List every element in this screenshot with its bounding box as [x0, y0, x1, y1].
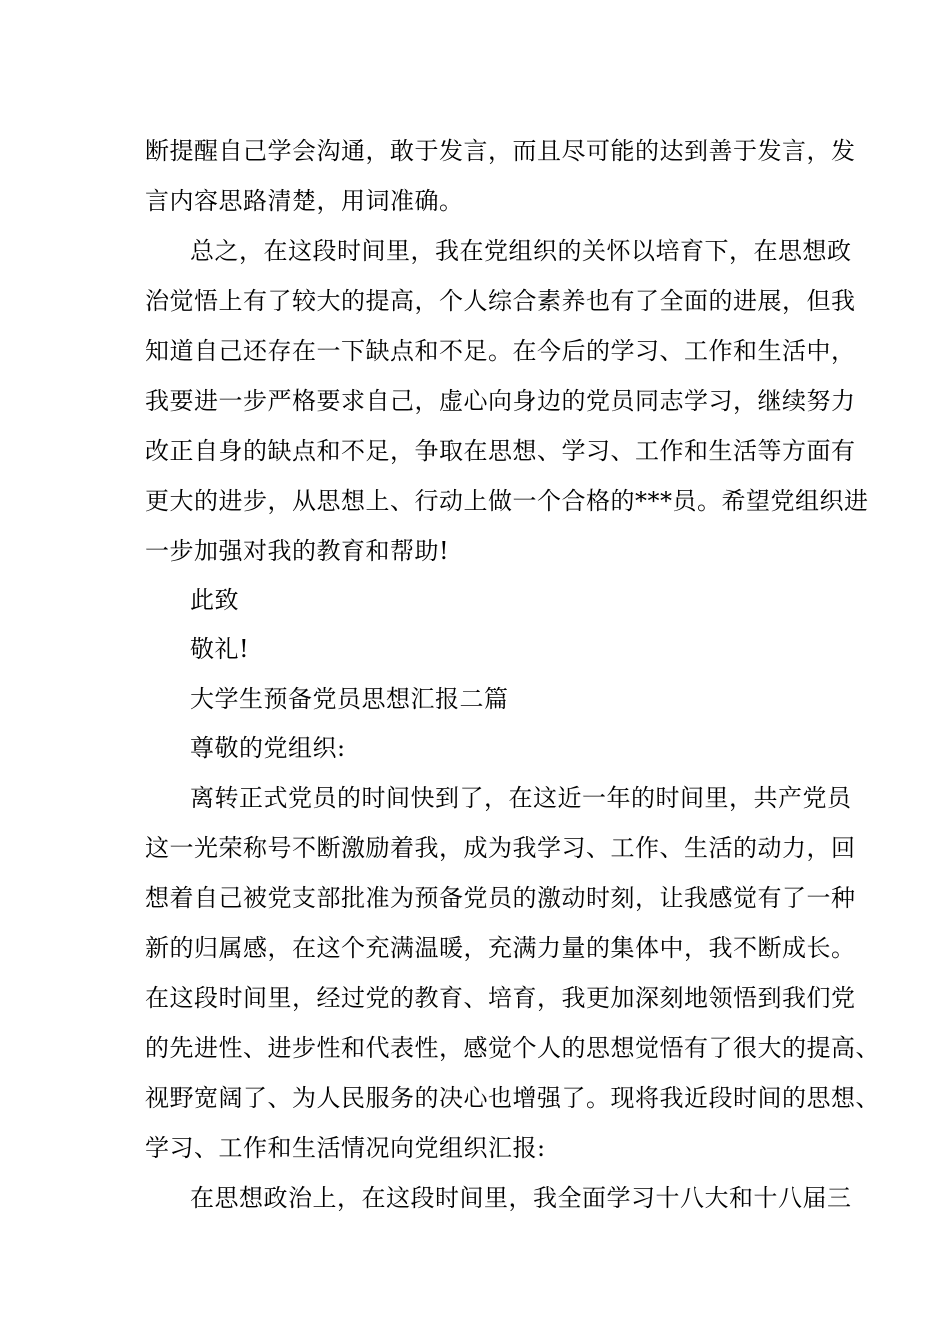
text-line: 我要进一步严格要求自己，虚心向身边的党员同志学习，继续努力 — [145, 387, 856, 415]
closing-salutation: 此致 — [190, 586, 239, 614]
text-line: 学习、工作和生活情况向党组织汇报: — [145, 1134, 546, 1162]
text-line: 断提醒自己学会沟通，敢于发言，而且尽可能的达到善于发言，发 — [145, 137, 856, 165]
paragraph-start: 离转正式党员的时间快到了，在这近一年的时间里，共产党员 — [190, 784, 852, 812]
text-line: 的先进性、进步性和代表性，感觉个人的思想觉悟有了很大的提高、 — [145, 1034, 880, 1062]
text-line: 想着自己被党支部批准为预备党员的激动时刻，让我感觉有了一种 — [145, 884, 856, 912]
text-line: 一步加强对我的教育和帮助! — [145, 537, 450, 565]
text-line: 更大的进步，从思想上、行动上做一个合格的***员。希望党组织进 — [145, 487, 869, 515]
closing-regards: 敬礼! — [190, 635, 250, 663]
text-line: 视野宽阔了、为人民服务的决心也增强了。现将我近段时间的思想、 — [145, 1084, 880, 1112]
paragraph-start: 总之，在这段时间里，我在党组织的关怀以培育下，在思想政 — [190, 237, 852, 265]
text-line: 新的归属感，在这个充满温暖，充满力量的集体中，我不断成长。 — [145, 934, 856, 962]
section-title: 大学生预备党员思想汇报二篇 — [190, 685, 509, 713]
greeting: 尊敬的党组织: — [190, 734, 346, 762]
text-line: 改正自身的缺点和不足，争取在思想、学习、工作和生活等方面有 — [145, 437, 856, 465]
text-line: 言内容思路清楚，用词准确。 — [145, 187, 464, 215]
text-line: 这一光荣称号不断激励着我，成为我学习、工作、生活的动力，回 — [145, 834, 856, 862]
text-line: 知道自己还存在一下缺点和不足。在今后的学习、工作和生活中， — [145, 337, 856, 365]
text-line: 在这段时间里，经过党的教育、培育，我更加深刻地领悟到我们党 — [145, 984, 856, 1012]
text-line: 治觉悟上有了较大的提高，个人综合素养也有了全面的进展，但我 — [145, 287, 856, 315]
paragraph-start: 在思想政治上，在这段时间里，我全面学习十八大和十八届三 — [190, 1184, 852, 1212]
